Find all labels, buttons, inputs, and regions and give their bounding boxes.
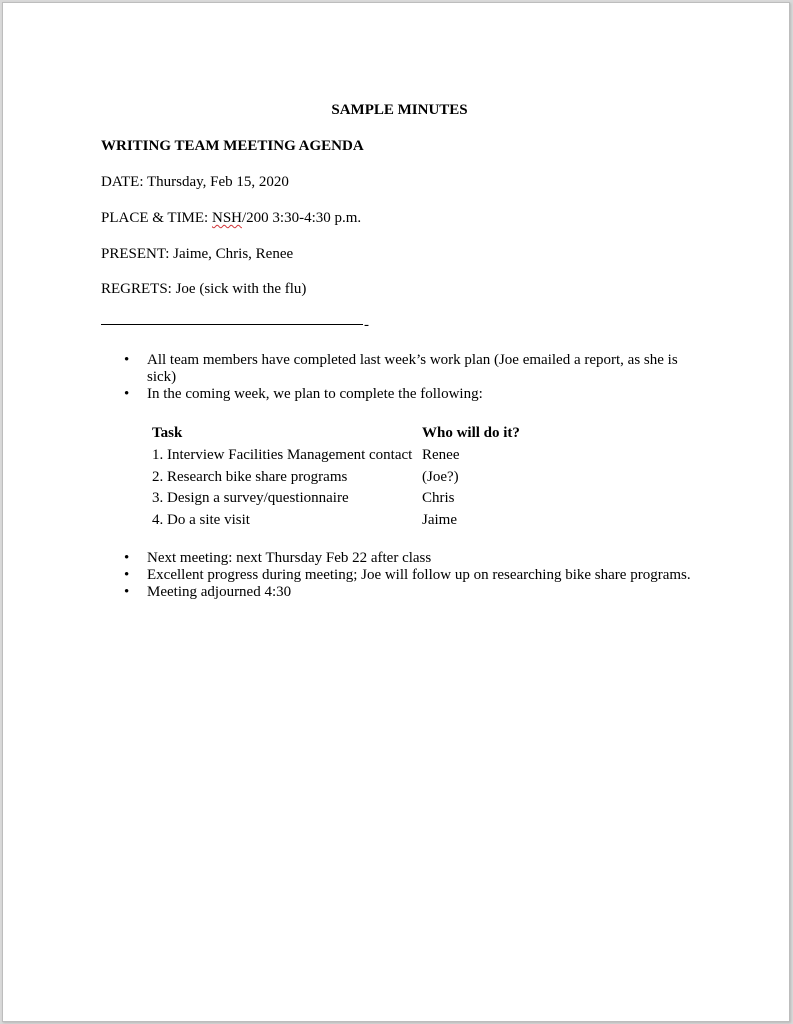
column-header-task: Task: [152, 425, 183, 441]
task-cell: 3. Design a survey/questionnaire: [152, 490, 349, 506]
place-time-line: [101, 210, 361, 227]
list-item: [101, 550, 701, 567]
table-row: [149, 512, 562, 534]
bullet-list-bottom: [101, 550, 701, 601]
task-cell: 4. Do a site visit: [152, 511, 250, 528]
place-suffix: /200 3:30-4:30 p.m.: [242, 210, 362, 226]
bullet-list-top: [101, 352, 701, 403]
horizontal-rule: [101, 324, 363, 325]
table-row: [149, 490, 562, 512]
list-item: [101, 584, 701, 601]
assignee-cell: Jaime: [422, 511, 457, 528]
task-cell: 1. Interview Facilities Management contact: [152, 447, 413, 463]
bullet-icon: •: [124, 386, 130, 402]
list-item-text: Next meeting: next Thursday Feb 22 after class: [147, 550, 432, 566]
rule-end-dash: -: [364, 317, 369, 333]
assignee-cell: Chris: [422, 490, 455, 506]
bullet-icon: •: [124, 550, 130, 566]
table-header-row: [149, 425, 562, 447]
present-line: PRESENT: Jaime, Chris, Renee: [101, 246, 294, 262]
list-item: [101, 352, 701, 386]
table-row: [149, 469, 562, 491]
list-item-text: In the coming week, we plan to complete the following:: [147, 386, 483, 402]
column-header-who: Who will do it?: [422, 425, 520, 441]
bullet-icon: •: [124, 584, 130, 600]
task-table: [149, 425, 562, 533]
list-item: [101, 386, 701, 403]
list-item-text: All team members have completed last week’s work plan (Joe emailed a report, as she is sick): [147, 352, 678, 385]
bullet-icon: •: [124, 352, 130, 368]
document-page: [2, 2, 790, 1022]
list-item-text: Meeting adjourned 4:30: [147, 584, 292, 600]
place-prefix: PLACE & TIME:: [101, 210, 212, 226]
bullet-icon: •: [124, 567, 130, 583]
table-row: [149, 447, 562, 469]
list-item-text: Excellent progress during meeting; Joe will follow up on researching bike share programs.: [147, 567, 691, 583]
agenda-heading: WRITING TEAM MEETING AGENDA: [101, 138, 364, 154]
list-item: [101, 567, 701, 584]
regrets-line: REGRETS: Joe (sick with the flu): [101, 281, 307, 297]
document-title: SAMPLE MINUTES: [331, 102, 468, 118]
task-cell: 2. Research bike share programs: [152, 468, 348, 485]
date-line: DATE: Thursday, Feb 15, 2020: [101, 174, 289, 190]
assignee-cell: (Joe?): [422, 468, 459, 485]
spellcheck-flagged-word: NSH: [211, 210, 242, 226]
assignee-cell: Renee: [422, 447, 460, 463]
